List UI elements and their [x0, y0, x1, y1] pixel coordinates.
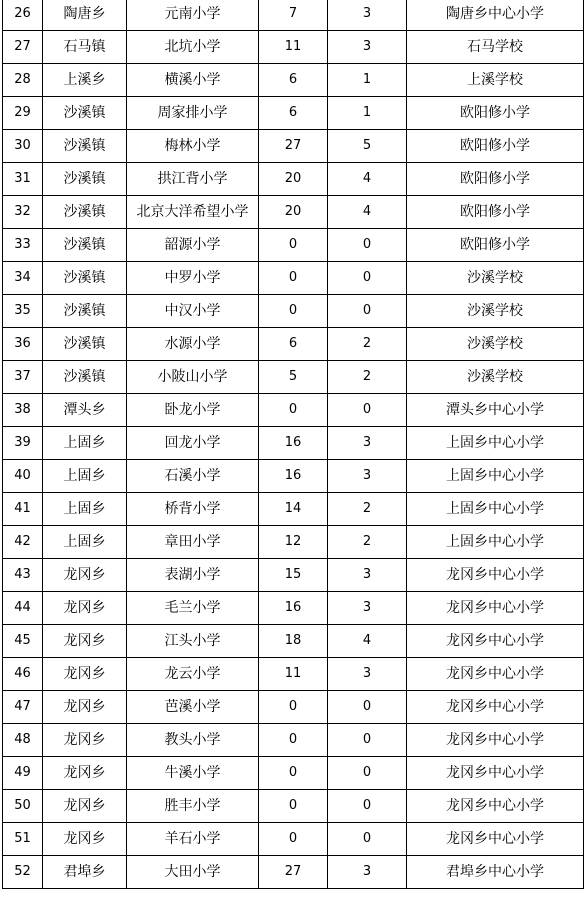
count-b-cell: 0	[328, 790, 407, 823]
center-school-cell: 欧阳修小学	[407, 229, 584, 262]
township-cell: 沙溪镇	[43, 229, 127, 262]
center-school-cell: 龙冈乡中心小学	[407, 625, 584, 658]
count-b-cell: 0	[328, 262, 407, 295]
township-cell: 龙冈乡	[43, 790, 127, 823]
center-school-cell: 上溪学校	[407, 64, 584, 97]
count-a-cell: 0	[259, 691, 328, 724]
school-name-cell: 中汉小学	[127, 295, 259, 328]
township-cell: 沙溪镇	[43, 361, 127, 394]
row-index-cell: 43	[3, 559, 43, 592]
count-b-cell: 4	[328, 163, 407, 196]
table-row	[3, 559, 584, 592]
township-cell: 君埠乡	[43, 856, 127, 889]
school-name-cell: 表湖小学	[127, 559, 259, 592]
table-row	[3, 361, 584, 394]
row-index-cell: 34	[3, 262, 43, 295]
township-cell: 上溪乡	[43, 64, 127, 97]
count-a-cell: 27	[259, 130, 328, 163]
township-cell: 上固乡	[43, 460, 127, 493]
center-school-cell: 上固乡中心小学	[407, 427, 584, 460]
count-a-cell: 14	[259, 493, 328, 526]
township-cell: 潭头乡	[43, 394, 127, 427]
school-name-cell: 周家排小学	[127, 97, 259, 130]
school-name-cell: 江头小学	[127, 625, 259, 658]
table-row	[3, 262, 584, 295]
count-b-cell: 2	[328, 526, 407, 559]
count-b-cell: 0	[328, 295, 407, 328]
school-name-cell: 小陂山小学	[127, 361, 259, 394]
school-name-cell: 卧龙小学	[127, 394, 259, 427]
center-school-cell: 龙冈乡中心小学	[407, 724, 584, 757]
row-index-cell: 44	[3, 592, 43, 625]
township-cell: 沙溪镇	[43, 295, 127, 328]
center-school-cell: 龙冈乡中心小学	[407, 691, 584, 724]
row-index-cell: 51	[3, 823, 43, 856]
count-a-cell: 11	[259, 31, 328, 64]
table-row	[3, 394, 584, 427]
count-b-cell: 3	[328, 0, 407, 31]
township-cell: 石马镇	[43, 31, 127, 64]
school-name-cell: 回龙小学	[127, 427, 259, 460]
table-row	[3, 64, 584, 97]
table-row	[3, 691, 584, 724]
count-a-cell: 0	[259, 823, 328, 856]
row-index-cell: 39	[3, 427, 43, 460]
row-index-cell: 48	[3, 724, 43, 757]
table-row	[3, 592, 584, 625]
count-b-cell: 1	[328, 64, 407, 97]
row-index-cell: 46	[3, 658, 43, 691]
center-school-cell: 沙溪学校	[407, 262, 584, 295]
township-cell: 上固乡	[43, 493, 127, 526]
center-school-cell: 石马学校	[407, 31, 584, 64]
count-a-cell: 18	[259, 625, 328, 658]
township-cell: 沙溪镇	[43, 163, 127, 196]
count-a-cell: 0	[259, 790, 328, 823]
center-school-cell: 龙冈乡中心小学	[407, 658, 584, 691]
row-index-cell: 30	[3, 130, 43, 163]
school-name-cell: 羊石小学	[127, 823, 259, 856]
table-row	[3, 724, 584, 757]
table-row	[3, 0, 584, 31]
count-b-cell: 0	[328, 394, 407, 427]
township-cell: 上固乡	[43, 526, 127, 559]
count-b-cell: 5	[328, 130, 407, 163]
table-row	[3, 856, 584, 889]
table-row	[3, 493, 584, 526]
row-index-cell: 29	[3, 97, 43, 130]
township-cell: 龙冈乡	[43, 559, 127, 592]
school-name-cell: 元南小学	[127, 0, 259, 31]
center-school-cell: 上固乡中心小学	[407, 493, 584, 526]
count-b-cell: 3	[328, 658, 407, 691]
count-b-cell: 2	[328, 361, 407, 394]
township-cell: 沙溪镇	[43, 97, 127, 130]
center-school-cell: 龙冈乡中心小学	[407, 823, 584, 856]
center-school-cell: 龙冈乡中心小学	[407, 790, 584, 823]
row-index-cell: 37	[3, 361, 43, 394]
row-index-cell: 45	[3, 625, 43, 658]
count-a-cell: 6	[259, 328, 328, 361]
count-a-cell: 20	[259, 196, 328, 229]
count-a-cell: 0	[259, 757, 328, 790]
school-name-cell: 北京大洋希望小学	[127, 196, 259, 229]
school-name-cell: 毛兰小学	[127, 592, 259, 625]
count-b-cell: 3	[328, 31, 407, 64]
center-school-cell: 龙冈乡中心小学	[407, 592, 584, 625]
school-name-cell: 石溪小学	[127, 460, 259, 493]
count-a-cell: 6	[259, 64, 328, 97]
school-name-cell: 梅林小学	[127, 130, 259, 163]
count-a-cell: 16	[259, 592, 328, 625]
row-index-cell: 26	[3, 0, 43, 31]
row-index-cell: 50	[3, 790, 43, 823]
table-row	[3, 625, 584, 658]
count-b-cell: 0	[328, 691, 407, 724]
school-name-cell: 龙云小学	[127, 658, 259, 691]
township-cell: 沙溪镇	[43, 328, 127, 361]
center-school-cell: 沙溪学校	[407, 361, 584, 394]
count-b-cell: 4	[328, 625, 407, 658]
school-name-cell: 北坑小学	[127, 31, 259, 64]
township-cell: 龙冈乡	[43, 658, 127, 691]
school-name-cell: 水源小学	[127, 328, 259, 361]
count-b-cell: 3	[328, 427, 407, 460]
table-row	[3, 427, 584, 460]
center-school-cell: 龙冈乡中心小学	[407, 559, 584, 592]
school-name-cell: 芭溪小学	[127, 691, 259, 724]
table-row	[3, 790, 584, 823]
center-school-cell: 君埠乡中心小学	[407, 856, 584, 889]
school-table-body	[3, 0, 584, 889]
township-cell: 沙溪镇	[43, 262, 127, 295]
row-index-cell: 27	[3, 31, 43, 64]
school-name-cell: 横溪小学	[127, 64, 259, 97]
row-index-cell: 42	[3, 526, 43, 559]
count-a-cell: 16	[259, 427, 328, 460]
table-row	[3, 823, 584, 856]
center-school-cell: 欧阳修小学	[407, 163, 584, 196]
count-b-cell: 3	[328, 592, 407, 625]
table-row	[3, 163, 584, 196]
count-a-cell: 20	[259, 163, 328, 196]
count-a-cell: 0	[259, 262, 328, 295]
township-cell: 沙溪镇	[43, 196, 127, 229]
school-name-cell: 韶源小学	[127, 229, 259, 262]
school-name-cell: 教头小学	[127, 724, 259, 757]
row-index-cell: 52	[3, 856, 43, 889]
school-name-cell: 牛溪小学	[127, 757, 259, 790]
row-index-cell: 33	[3, 229, 43, 262]
school-name-cell: 章田小学	[127, 526, 259, 559]
table-row	[3, 460, 584, 493]
center-school-cell: 欧阳修小学	[407, 196, 584, 229]
row-index-cell: 36	[3, 328, 43, 361]
township-cell: 沙溪镇	[43, 130, 127, 163]
table-row	[3, 229, 584, 262]
township-cell: 龙冈乡	[43, 592, 127, 625]
center-school-cell: 沙溪学校	[407, 328, 584, 361]
row-index-cell: 32	[3, 196, 43, 229]
table-row	[3, 130, 584, 163]
township-cell: 龙冈乡	[43, 757, 127, 790]
township-cell: 龙冈乡	[43, 625, 127, 658]
center-school-cell: 上固乡中心小学	[407, 460, 584, 493]
count-b-cell: 3	[328, 559, 407, 592]
count-a-cell: 0	[259, 724, 328, 757]
row-index-cell: 38	[3, 394, 43, 427]
count-a-cell: 27	[259, 856, 328, 889]
table-row	[3, 196, 584, 229]
school-name-cell: 中罗小学	[127, 262, 259, 295]
school-name-cell: 胜丰小学	[127, 790, 259, 823]
township-cell: 龙冈乡	[43, 724, 127, 757]
count-a-cell: 12	[259, 526, 328, 559]
center-school-cell: 陶唐乡中心小学	[407, 0, 584, 31]
count-a-cell: 5	[259, 361, 328, 394]
township-cell: 上固乡	[43, 427, 127, 460]
center-school-cell: 龙冈乡中心小学	[407, 757, 584, 790]
count-b-cell: 3	[328, 460, 407, 493]
count-b-cell: 2	[328, 493, 407, 526]
count-b-cell: 2	[328, 328, 407, 361]
school-name-cell: 大田小学	[127, 856, 259, 889]
count-b-cell: 0	[328, 724, 407, 757]
township-cell: 龙冈乡	[43, 691, 127, 724]
count-b-cell: 0	[328, 823, 407, 856]
school-name-cell: 拱江背小学	[127, 163, 259, 196]
count-a-cell: 15	[259, 559, 328, 592]
table-row	[3, 757, 584, 790]
table-row	[3, 97, 584, 130]
center-school-cell: 潭头乡中心小学	[407, 394, 584, 427]
count-b-cell: 0	[328, 229, 407, 262]
row-index-cell: 41	[3, 493, 43, 526]
count-a-cell: 0	[259, 229, 328, 262]
row-index-cell: 28	[3, 64, 43, 97]
table-row	[3, 328, 584, 361]
row-index-cell: 49	[3, 757, 43, 790]
count-a-cell: 0	[259, 295, 328, 328]
township-cell: 陶唐乡	[43, 0, 127, 31]
count-a-cell: 0	[259, 394, 328, 427]
count-a-cell: 11	[259, 658, 328, 691]
center-school-cell: 沙溪学校	[407, 295, 584, 328]
township-cell: 龙冈乡	[43, 823, 127, 856]
row-index-cell: 40	[3, 460, 43, 493]
school-table	[2, 0, 584, 889]
center-school-cell: 上固乡中心小学	[407, 526, 584, 559]
count-b-cell: 0	[328, 757, 407, 790]
count-b-cell: 4	[328, 196, 407, 229]
count-a-cell: 7	[259, 0, 328, 31]
table-row	[3, 658, 584, 691]
count-a-cell: 6	[259, 97, 328, 130]
row-index-cell: 31	[3, 163, 43, 196]
center-school-cell: 欧阳修小学	[407, 130, 584, 163]
count-b-cell: 3	[328, 856, 407, 889]
row-index-cell: 47	[3, 691, 43, 724]
school-name-cell: 桥背小学	[127, 493, 259, 526]
count-b-cell: 1	[328, 97, 407, 130]
table-row	[3, 295, 584, 328]
table-row	[3, 31, 584, 64]
count-a-cell: 16	[259, 460, 328, 493]
table-row	[3, 526, 584, 559]
row-index-cell: 35	[3, 295, 43, 328]
center-school-cell: 欧阳修小学	[407, 97, 584, 130]
